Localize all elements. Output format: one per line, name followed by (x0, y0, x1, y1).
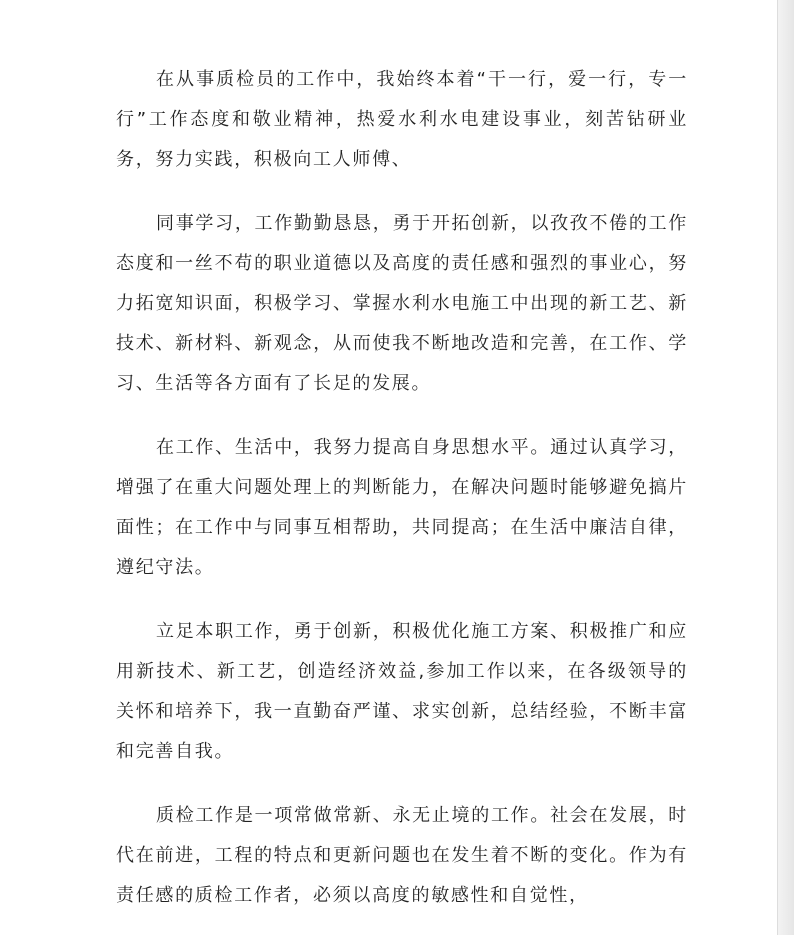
paragraph-5: 质检工作是一项常做常新、永无止境的工作。社会在发展，时代在前进，工程的特点和更新问题也在发生着不断的变化。作为有责任感的质检工作者，必须以高度的敏感性和自觉性， (116, 805, 688, 906)
document-body (116, 60, 688, 940)
paragraph-1: 在从事质检员的工作中，我始终本着“干一行，爱一行，专一行”工作态度和敬业精神，热爱水利水电建设事业，刻苦钻研业务，努力实践，积极向工人师傅、 (116, 69, 688, 170)
paragraph-3: 在工作、生活中，我努力提高自身思想水平。通过认真学习，增强了在重大问题处理上的判断能力，在解决问题时能够避免搞片面性；在工作中与同事互相帮助，共同提高；在生活中廉洁自律，遵纪守法。 (116, 437, 688, 578)
paragraph-4: 立足本职工作，勇于创新，积极优化施工方案、积极推广和应用新技术、新工艺，创造经济效益,参加工作以来，在各级领导的关怀和培养下，我一直勤奋严谨、求实创新，总结经验，不断丰富和完善自我。 (116, 621, 688, 762)
page-edge-scrollbar[interactable] (777, 0, 794, 935)
paragraph-2: 同事学习，工作勤勤恳恳，勇于开拓创新，以孜孜不倦的工作态度和一丝不苟的职业道德以及高度的责任感和强烈的事业心，努力拓宽知识面，积极学习、掌握水利水电施工中出现的新工艺、新技术、新材料、新观念，从而使我不断地改造和完善，在工作、学习、生活等各方面有了长足的发展。 (116, 213, 688, 394)
